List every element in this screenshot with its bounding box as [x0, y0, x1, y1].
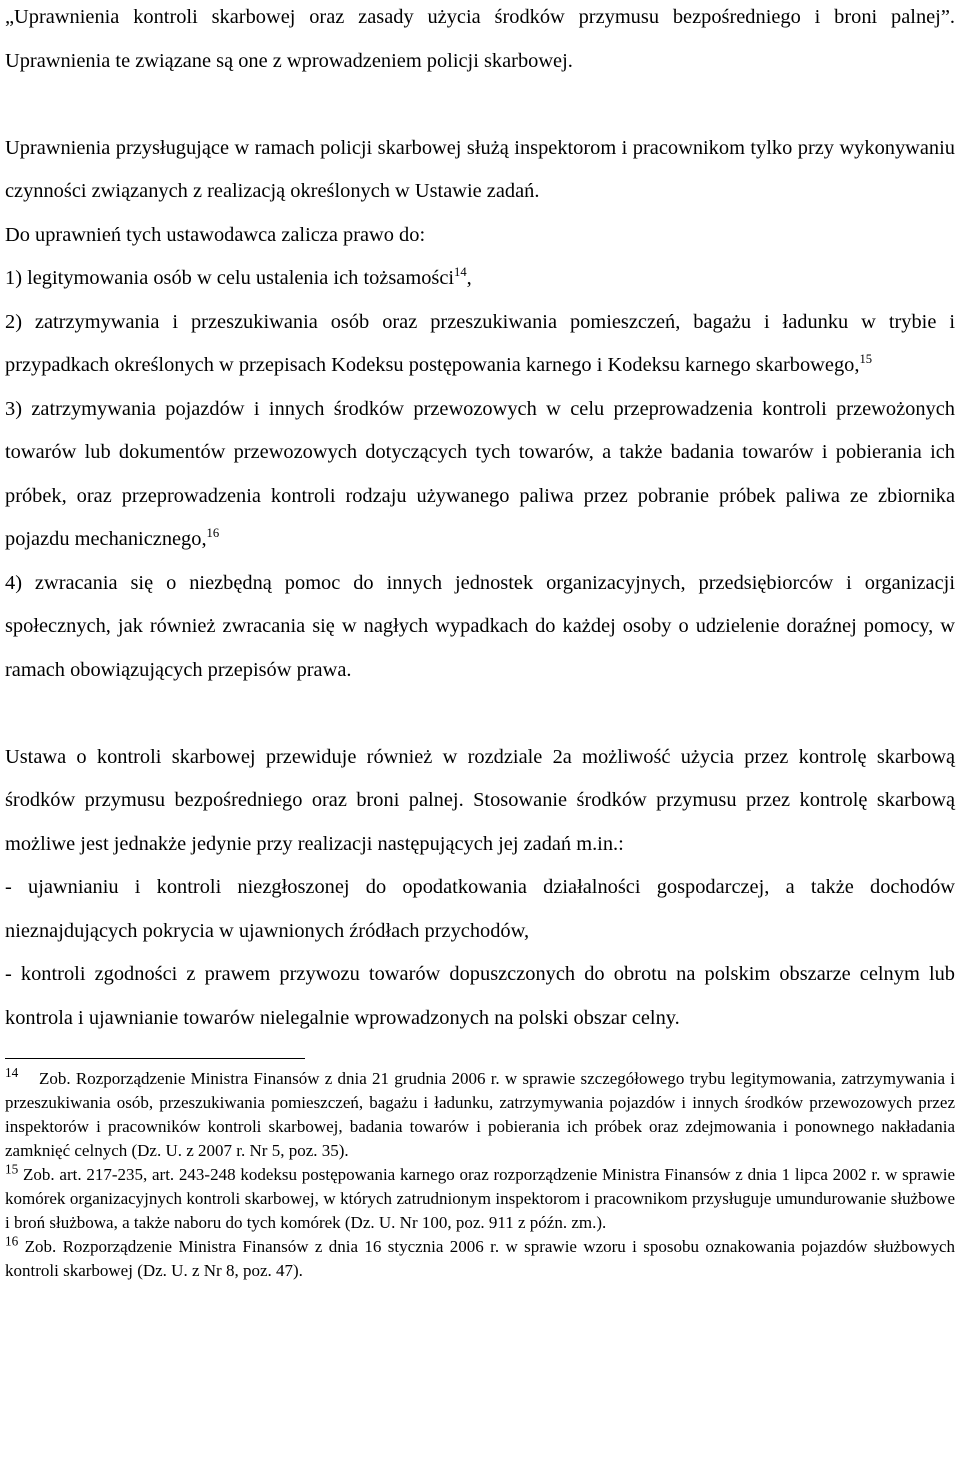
footnote-15	[5, 1163, 955, 1235]
footnote-text: Zob. art. 217-235, art. 243-248 kodeksu postępowania karnego oraz rozporządzenie Ministra Finansów z dnia 1 lipca 2002 r. w sprawie komórek organizacyjnych kontroli skarbowej, w których zatrudnionym inspektorom i pracownikom przysługuje umundurowanie służbowe i broń służbowa, a także naboru do tych komórek (Dz. U. Nr 100, poz. 911 z późn. zm.).	[5, 1165, 956, 1232]
list-item-3: 3) zatrzymywania pojazdów i innych środków przewozowych w celu przeprowadzenia kontroli przewożonych towarów lub dokumentów przewozowych dotyczących tych towarów, a także badania towarów i pobierania ich próbek, oraz przeprowadzenia kontroli rodzaju używanego paliwa przez pobranie próbek paliwa ze zbiornika pojazdu mechanicznego,$^{16}$	[5, 397, 955, 550]
footnote-number: 15	[5, 1161, 19, 1177]
footnote-16	[5, 1235, 955, 1283]
list-item-4: 4) zwracania się o niezbędną pomoc do innych jednostek organizacyjnych, przedsiębiorców i organizacji społecznych, jak również zwracania się w nagłych wypadkach do każdej osoby o udzielenie doraźnej pomocy, w ramach obowiązujących przepisów prawa.	[5, 571, 955, 681]
footnote-separator	[5, 1058, 305, 1059]
list-item-1: 1) legitymowania osób w celu ustalenia ich tożsamości$^{14}$,	[5, 265, 472, 289]
document-page	[5, 0, 955, 1283]
footnote-text: Zob. Rozporządzenie Ministra Finansów z dnia 16 stycznia 2006 r. w sprawie wzoru i sposobu oznakowania pojazdów służbowych kontroli skarbowej (Dz. U. z Nr 8, poz. 47).	[5, 1237, 956, 1280]
footnote-number: 16	[5, 1233, 19, 1249]
section2-item-2: - kontroli zgodności z prawem przywozu towarów dopuszczonych do obrotu na polskim obszarze celnym lub kontrola i ujawnianie towarów nielegalnie wprowadzonych na polski obszar celny.	[5, 963, 955, 1029]
main-text	[5, 0, 955, 1040]
intro-paragraph: „Uprawnienia kontroli skarbowej oraz zasady użycia środków przymusu bezpośredniego i broni palnej”. Uprawnienia te związane są one z wprowadzeniem policji skarbowej.	[5, 6, 955, 72]
footnotes	[5, 1067, 955, 1283]
footnote-ref-16[interactable]: 16	[206, 526, 220, 541]
footnote-ref-15[interactable]: 15	[859, 352, 873, 367]
list-item-2: 2) zatrzymywania i przeszukiwania osób oraz przeszukiwania pomieszczeń, bagażu i ładunku w trybie i przypadkach określonych w przepisach Kodeksu postępowania karnego i Kodeksu karnego skarbowego,$^{15}$	[5, 310, 955, 376]
section2-paragraph: Ustawa o kontroli skarbowej przewiduje również w rozdziale 2a możliwość użycia przez kontrolę skarbową środków przymusu bezpośredniego oraz broni palnej. Stosowanie środków przymusu przez kontrolę skarbową możliwe jest jednakże jedynie przy realizacji następujących jej zadań m.in.:	[5, 745, 955, 855]
footnote-14: 14 Zob. Rozporządzenie Ministra Finansów z dnia 21 grudnia 2006 r. w sprawie szczegółowego trybu legitymowania, zatrzymywania i przeszukiwania osób, przeszukiwania pomieszczeń, bagażu i ładunku, zatrzymywania pojazdów i innych środków przewozowych przez inspektorów i pracowników kontroli skarbowej, badania towarów i pobierania ich próbek oraz zdejmowania i ponownego nakładania zamknięć celnych (Dz. U. z 2007 r. Nr 5, poz. 35).	[5, 1065, 955, 1160]
footnote-ref-14[interactable]: 14	[454, 265, 467, 280]
footnote-text: Zob. Rozporządzenie Ministra Finansów z dnia 21 grudnia 2006 r. w sprawie szczegółowego trybu legitymowania, zatrzymywania i przeszukiwania osób, przeszukiwania pomieszczeń, bagażu i ładunku, zatrzymywania pojazdów i innych środków przewozowych przez inspektorów i pracowników kontroli skarbowej, badania towarów i pobierania ich próbek oraz zdejmowania i ponownego nakładania zamknięć celnych (Dz. U. z 2007 r. Nr 5, poz. 35).	[5, 1069, 955, 1160]
section1-lead: Do uprawnień tych ustawodawca zalicza prawo do:	[5, 223, 426, 246]
section2-item-1: - ujawnianiu i kontroli niezgłoszonej do opodatkowania działalności gospodarczej, a także dochodów nieznajdujących pokrycia w ujawnionych źródłach przychodów,	[5, 876, 955, 942]
section1-paragraph: Uprawnienia przysługujące w ramach policji skarbowej służą inspektorom i pracownikom tylko przy wykonywaniu czynności związanych z realizacją określonych w Ustawie zadań.	[5, 136, 955, 202]
